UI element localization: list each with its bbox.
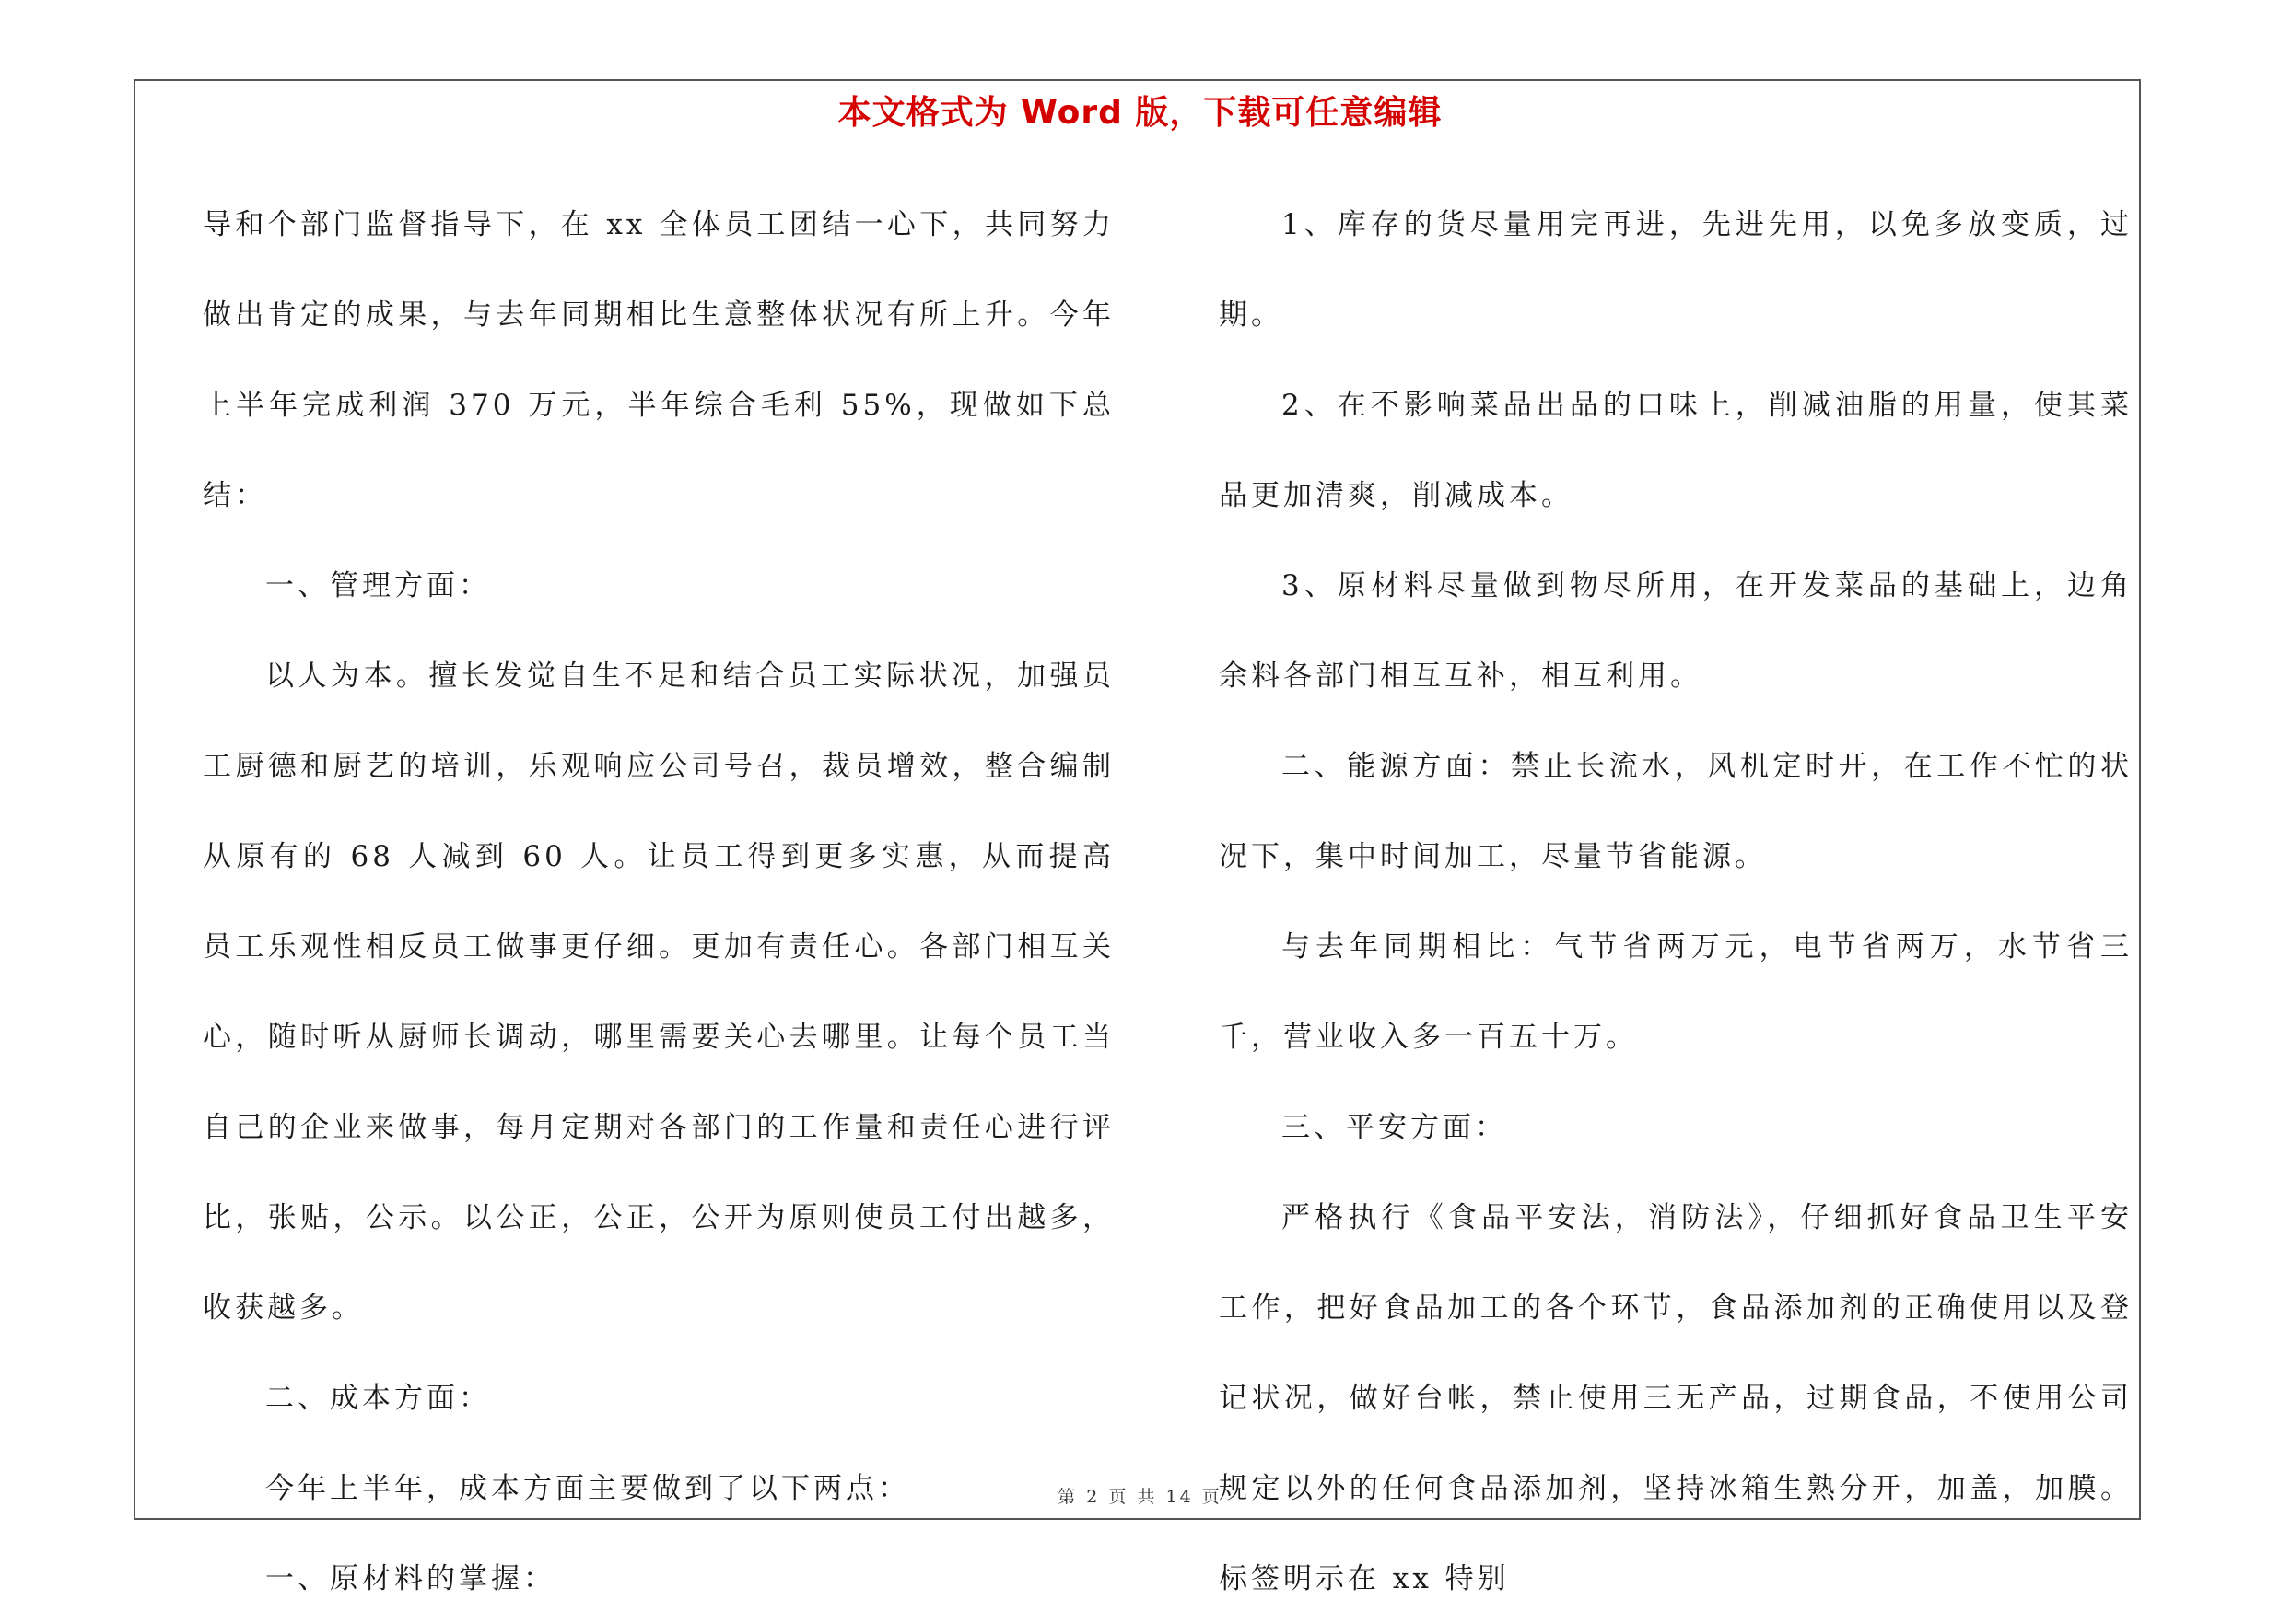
section-heading-cost: 二、成本方面：	[265, 1382, 491, 1415]
section-heading-safety: 三、平安方面：	[1281, 1111, 1507, 1144]
paragraph: 与去年同期相比：气节省两万元，电节省两万，水节省三千，营业收入多一百五十万。	[1219, 930, 2133, 1054]
page-number: 第 2 页 共 14 页	[1058, 1487, 1222, 1507]
paragraph: 导和个部门监督指导下，在 xx 全体员工团结一心下，共同努力做出肯定的成果，与去年同期相比生意整体状况有所上升。今年上半年完成利润 370 万元，半年综合毛利 55%，现做如下总结：	[203, 208, 1115, 512]
paragraph: 今年上半年，成本方面主要做到了以下两点：	[265, 1472, 910, 1505]
word-format-banner: 本文格式为 Word 版，下载可任意编辑	[837, 94, 1443, 132]
subsection-heading-materials: 一、原材料的掌握：	[265, 1562, 555, 1595]
left-text-column	[203, 180, 1115, 1624]
section-heading-management: 一、管理方面：	[265, 569, 491, 602]
list-item: 2、在不影响菜品出品的口味上，削减油脂的用量，使其菜品更加清爽，削减成本。	[1219, 389, 2133, 512]
paragraph: 严格执行《食品平安法，消防法》，仔细抓好食品卫生平安工作，把好食品加工的各个环节，食品添加剂的正确使用以及登记状况，做好台帐，禁止使用三无产品，过期食品，不使用公司规定以外的任何食品添加剂，坚持冰箱生熟分开，加盖，加膜。标签明示在 xx 特别	[1219, 1201, 2133, 1595]
list-item: 1、库存的货尽量用完再进，先进先用，以免多放变质，过期。	[1219, 208, 2133, 332]
list-item: 3、原材料尽量做到物尽所用，在开发菜品的基础上，边角余料各部门相互互补，相互利用。	[1219, 569, 2133, 693]
paragraph: 以人为本。擅长发觉自生不足和结合员工实际状况，加强员工厨德和厨艺的培训，乐观响应公司号召，裁员增效，整合编制从原有的 68 人减到 60 人。让员工得到更多实惠，从而提高员工乐观性相反员工做事更仔细。更加有责任心。各部门相互关心，随时听从厨师长调动，哪里需要关心去哪里。让每个员工当自己的企业来做事，每月定期对各部门的工作量和责任心进行评比，张贴，公示。以公正，公正，公开为原则使员工付出越多，收获越多。	[203, 660, 1115, 1325]
paragraph-energy: 二、能源方面：禁止长流水，风机定时开，在工作不忙的状况下，集中时间加工，尽量节省能源。	[1219, 750, 2133, 873]
right-text-column	[1219, 180, 2133, 1624]
